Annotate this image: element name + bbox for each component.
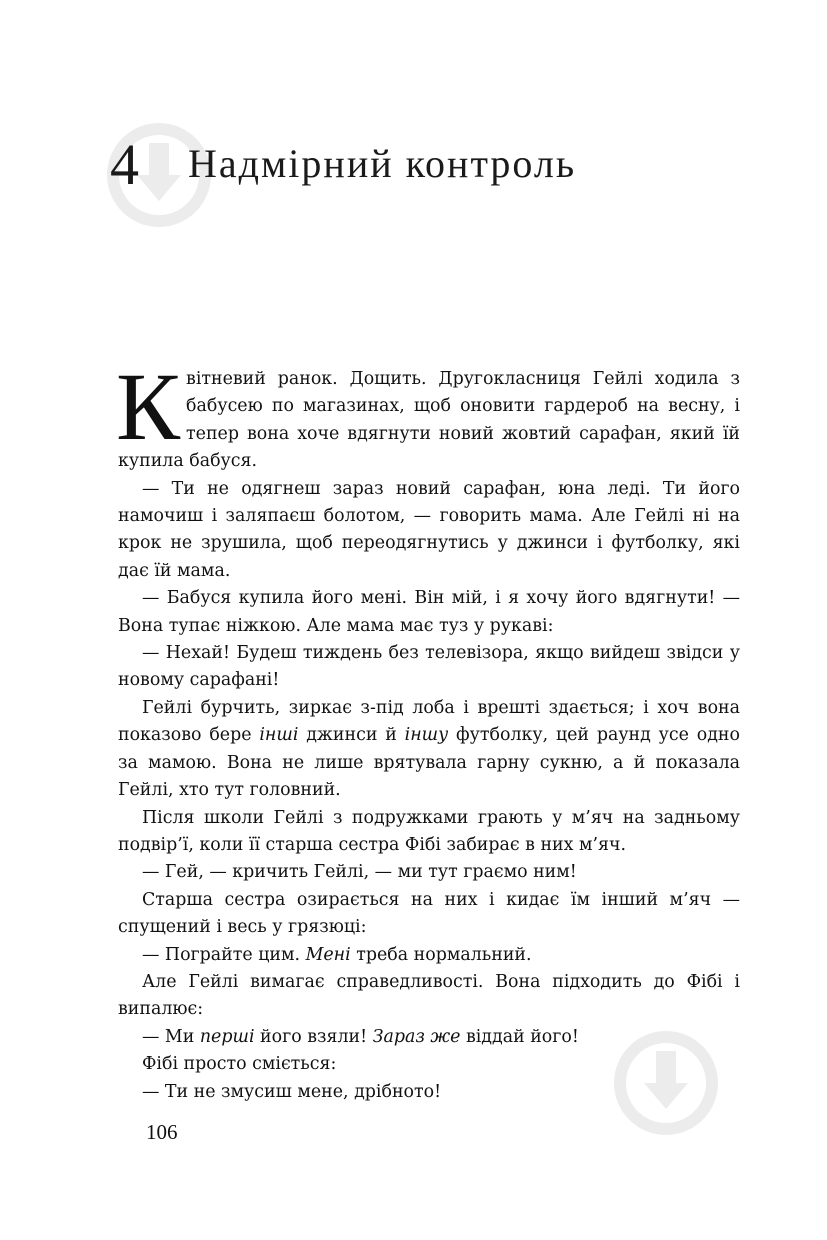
paragraph-text: — Нехай! Будеш тиждень без телевізора, якщо вийдеш звідси у новому сарафані!	[118, 643, 740, 691]
paragraph	[116, 353, 740, 476]
paragraph	[118, 476, 740, 586]
paragraph	[118, 695, 740, 805]
paragraph	[118, 1079, 740, 1106]
emphasis-text: інші	[259, 725, 299, 746]
chapter-title: Надмірний контроль	[188, 141, 577, 186]
emphasis-text: перші	[199, 1026, 255, 1047]
drop-cap: К	[116, 353, 181, 460]
paragraph-text: віддай його!	[460, 1026, 579, 1047]
paragraph	[118, 1024, 740, 1051]
paragraph-text: Гейлі бурчить, зиркає з-під лоба і врешті здається; і хоч вона показово бере	[118, 697, 740, 746]
chapter-number: 4	[110, 132, 139, 197]
paragraph-text: треба нормальний.	[350, 944, 532, 965]
paragraph-text: — Гей, — кричить Гейлі, — ми тут граємо ним!	[142, 862, 577, 883]
body-text	[116, 353, 740, 1106]
paragraph-text: Після школи Гейлі з подружками грають у м’яч на задньому подвір’ї, коли її старша сестра Фібі забирає в них м’яч.	[118, 807, 740, 855]
paragraph	[118, 640, 740, 695]
emphasis-text: Мені	[305, 944, 351, 965]
paragraph	[118, 969, 740, 1024]
paragraph-text: Але Гейлі вимагає справедливості. Вона підходить до Фібі і випалює:	[118, 971, 740, 1020]
emphasis-text: іншу	[404, 725, 449, 746]
paragraph-text: Фібі просто сміється:	[142, 1054, 337, 1075]
paragraph-text: — Ти не змусиш мене, дрібното!	[142, 1081, 442, 1102]
paragraph-text: джинси й	[298, 725, 405, 746]
paragraph-text: — Ти не одягнеш зараз новий сарафан, юна леді. Ти його намочиш і заляпаєш болотом, — говорить мама. Але Гейлі ні на крок не зрушила, щоб переодягнутись у джинси і футболку, які дає їй мама.	[118, 478, 740, 581]
paragraph-text: — Ми	[142, 1026, 200, 1047]
paragraph	[118, 887, 740, 942]
paragraph-text: його взяли!	[254, 1026, 373, 1047]
paragraph-text: — Бабуся купила його мені. Він мій, і я хочу його вдягнути! — Вона тупає ніжкою. Але мама має туз у рукаві:	[118, 588, 740, 636]
page-number: 106	[146, 1120, 178, 1144]
paragraph	[118, 859, 740, 886]
paragraph	[118, 942, 740, 969]
paragraph	[118, 1051, 740, 1078]
paragraph-text: вітневий ранок. Дощить. Другокласниця Гейлі ходила з бабусею по магазинах, щоб оновити гардероб на весну, і тепер вона хоче вдягнути новий жовтий сарафан, який їй купила бабуся.	[118, 369, 740, 472]
emphasis-text: Зараз же	[372, 1026, 461, 1047]
paragraph-text: — Пограйте цим.	[142, 944, 306, 965]
paragraph-text: Старша сестра озирається на них і кидає їм інший м’яч — спущений і весь у грязюці:	[118, 889, 740, 938]
paragraph-text: футболку, цей раунд усе одно за мамою. Вона не лише врятувала гарну сукню, а й показала Гейлі, хто тут головний.	[118, 725, 740, 801]
paragraph	[118, 585, 740, 640]
paragraph	[118, 805, 740, 860]
